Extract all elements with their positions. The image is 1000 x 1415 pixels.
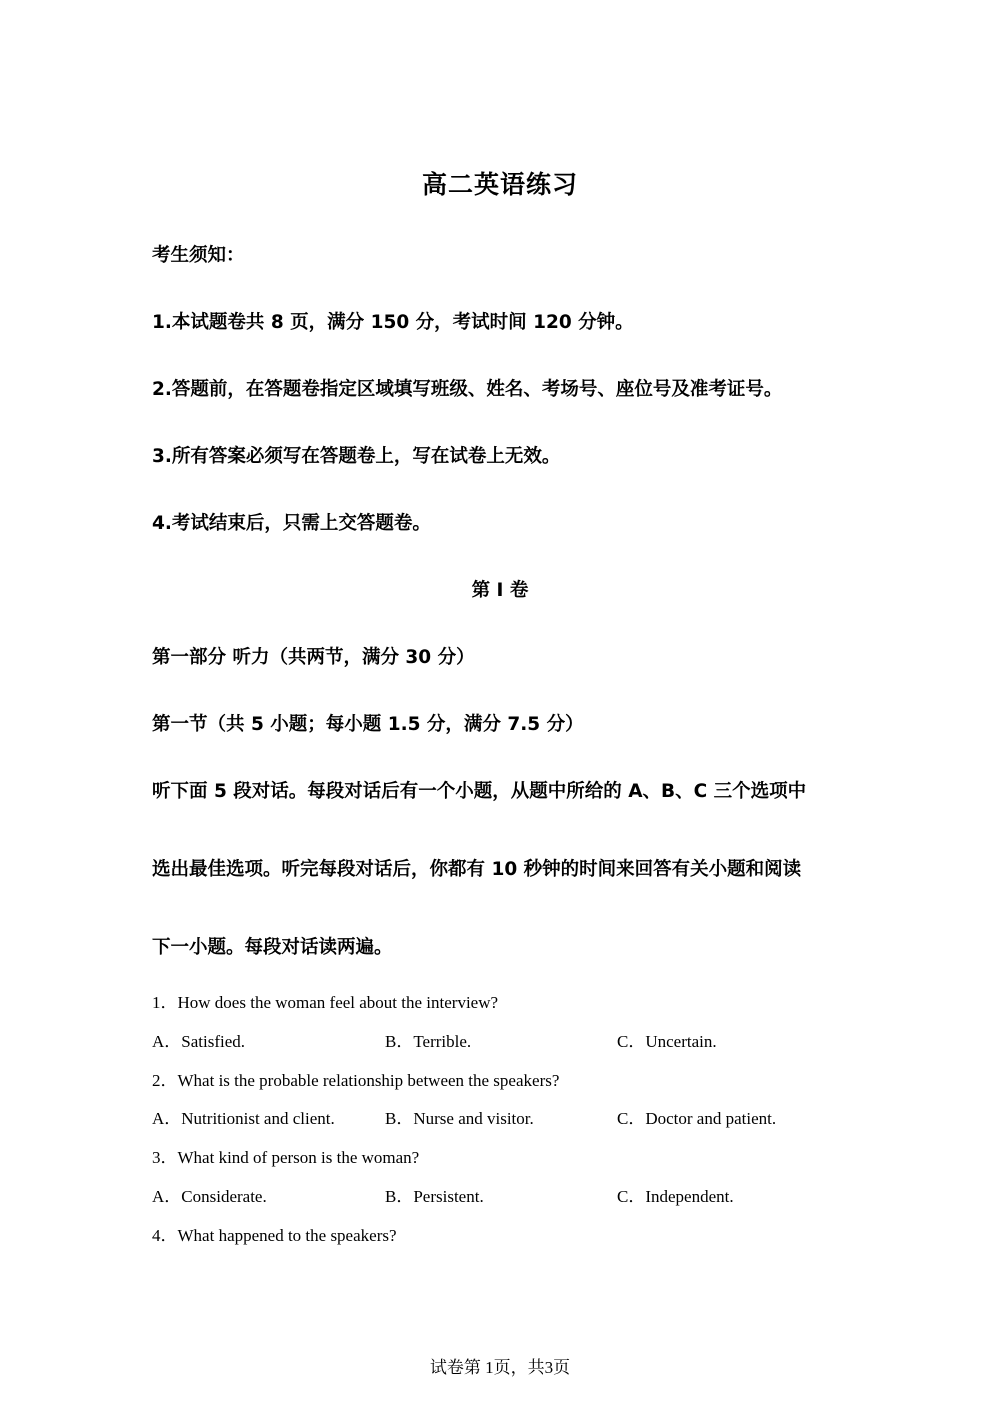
instruction-line: 选出最佳选项。听完每段对话后，你都有 10 秒钟的时间来回答有关小题和阅读 bbox=[152, 859, 802, 880]
option-a: A．Satisfied. bbox=[152, 1032, 246, 1051]
instruction-line: 下一小题。每段对话读两遍。 bbox=[152, 937, 393, 958]
option-a: A．Considerate. bbox=[152, 1187, 267, 1206]
part-heading: 第一部分 听力（共两节，满分 30 分） bbox=[152, 647, 475, 668]
option-c: C．Uncertain. bbox=[617, 1032, 717, 1051]
notice-item: 1.本试题卷共 8 页，满分 150 分，考试时间 120 分钟。 bbox=[152, 312, 634, 333]
notice-item: 2.答题前，在答题卷指定区域填写班级、姓名、考场号、座位号及准考证号。 bbox=[152, 379, 783, 400]
notice-heading: 考生须知： bbox=[152, 245, 245, 266]
option-b: B．Nurse and visitor. bbox=[385, 1109, 534, 1128]
page-title: 高二英语练习 bbox=[421, 170, 578, 199]
notice-item: 3.所有答案必须写在答题卷上，写在试卷上无效。 bbox=[152, 446, 561, 467]
option-c: C．Independent. bbox=[617, 1187, 734, 1206]
question-stem: 2．What is the probable relationship between the speakers? bbox=[152, 1071, 560, 1090]
option-c: C．Doctor and patient. bbox=[617, 1109, 777, 1128]
notice-item: 4.考试结束后，只需上交答题卷。 bbox=[152, 513, 431, 534]
question-stem: 4．What happened to the speakers? bbox=[152, 1226, 397, 1245]
question-stem: 1．How does the woman feel about the interview? bbox=[152, 993, 499, 1012]
volume-heading: 第 I 卷 bbox=[471, 580, 529, 601]
section-heading: 第一节（共 5 小题；每小题 1.5 分，满分 7.5 分） bbox=[152, 714, 584, 735]
option-a: A．Nutritionist and client. bbox=[152, 1109, 335, 1128]
option-b: B．Terrible. bbox=[385, 1032, 472, 1051]
question-stem: 3．What kind of person is the woman? bbox=[152, 1148, 420, 1167]
instruction-line: 听下面 5 段对话。每段对话后有一个小题，从题中所给的 A、B、C 三个选项中 bbox=[152, 781, 807, 802]
option-b: B．Persistent. bbox=[385, 1187, 484, 1206]
page-footer: 试卷第 1页，共3页 bbox=[429, 1358, 571, 1377]
